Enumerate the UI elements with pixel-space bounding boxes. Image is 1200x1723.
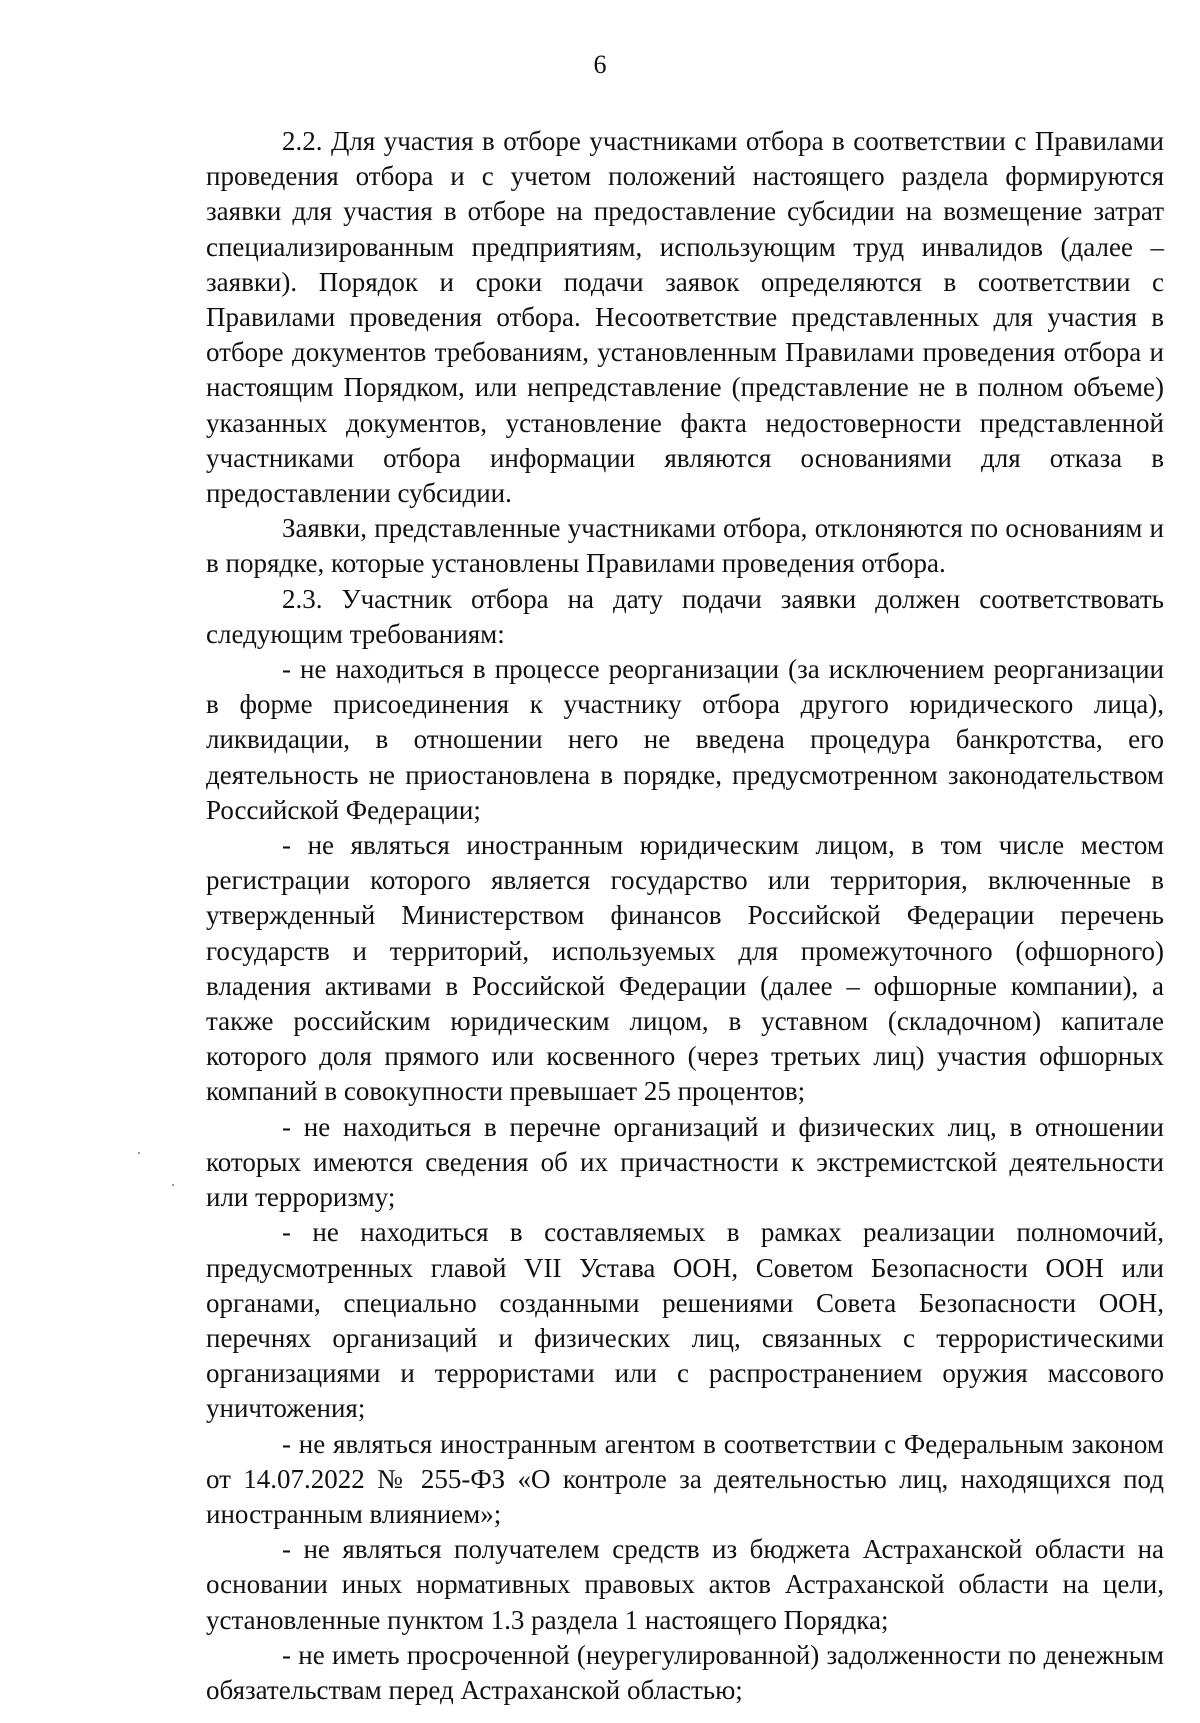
- paragraph-2-3: 2.3. Участник отбора на дату подачи заявки должен соответствовать следующим требованиям:: [206, 583, 1164, 649]
- document-body: [206, 124, 1164, 1708]
- requirement-item: - не находиться в процессе реорганизации (за исключением реорганизации в форме присоединения к участнику отбора другого юридического лица), ликвидации, в отношении него не введена процедура банкротства, его деятельность не приостановлена в порядке, предусмотренном законодательством Российской Федерации;: [206, 654, 1164, 825]
- requirement-item: - не находиться в перечне организаций и физических лиц, в отношении которых имеются сведения об их причастности к экстремистской деятельности или терроризму;: [206, 1111, 1164, 1213]
- paragraph-2-2: 2.2. Для участия в отборе участниками отбора в соответствии с Правилами проведения отбора и с учетом положений настоящего раздела формируются заявки для участия в отборе на предоставление субсидии на возмещение затрат специализированным предприятиям, использующим труд инвалидов (далее – заявки). Порядок и сроки подачи заявок определяются в соответствии с Правилами проведения отбора. Несоответствие представленных для участия в отборе документов требованиям, установленным Правилами проведения отбора и настоящим Порядком, или непредставление (представление не в полном объеме) указанных документов, установление факта недостоверности представленной участниками отбора информации являются основаниями для отказа в предоставлении субсидии.: [206, 126, 1164, 509]
- scan-speck: [138, 1152, 140, 1154]
- scan-speck: [172, 1184, 174, 1186]
- requirement-item: - не являться иностранным юридическим лицом, в том числе местом регистрации которого является государство или территория, включенные в утвержденный Министерством финансов Российской Федерации перечень государств и территорий, используемых для промежуточного (офшорного) владения активами в Российской Федерации (далее – офшорные компании), а также российским юридическим лицом, в уставном (складочном) капитале которого доля прямого или косвенного (через третьих лиц) участия офшорных компаний в совокупности превышает 25 процентов;: [206, 830, 1164, 1107]
- requirement-item: - не иметь просроченной (неурегулированной) задолженности по денежным обязательствам перед Астраханской областью;: [206, 1639, 1164, 1705]
- requirement-item: - не являться получателем средств из бюджета Астраханской области на основании иных нормативных правовых актов Астраханской области на цели, установленные пунктом 1.3 раздела 1 настоящего Порядка;: [206, 1534, 1164, 1635]
- page-number: 6: [593, 50, 607, 79]
- paragraph-applications-rejected: Заявки, представленные участниками отбора, отклоняются по основаниям и в порядке, которые установлены Правилами проведения отбора.: [206, 513, 1164, 579]
- requirement-item: - не являться иностранным агентом в соответствии с Федеральным законом от 14.07.2022 № 255-ФЗ «О контроле за деятельностью лиц, находящихся под иностранным влиянием»;: [206, 1428, 1164, 1529]
- requirement-item: - не находиться в составляемых в рамках реализации полномочий, предусмотренных главой VII Устава ООН, Советом Безопасности ООН или органами, специально созданными решениями Совета Безопасности ООН, перечнях организаций и физических лиц, связанных с террористическими организациями и террористами или с распространением оружия массового уничтожения;: [206, 1217, 1164, 1424]
